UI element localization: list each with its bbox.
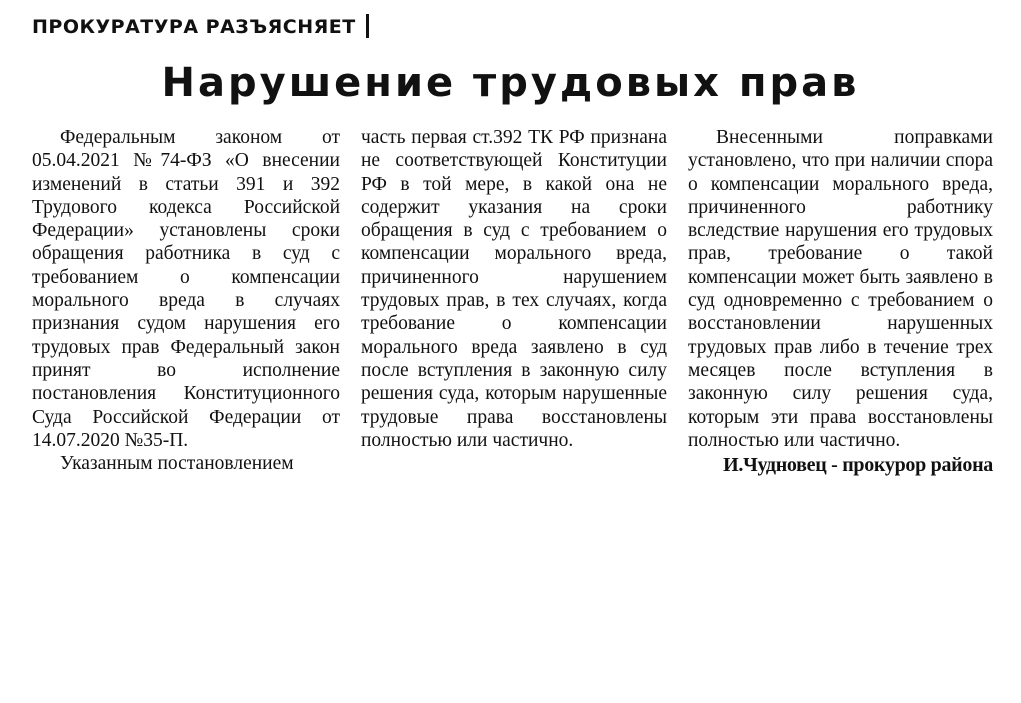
article-column-1 [32, 126, 340, 475]
rubric-divider [366, 14, 369, 38]
article-paragraph-2-start: Указанным постановлением [60, 453, 294, 475]
section-rubric [32, 13, 369, 41]
rubric-label: ПРОКУРАТУРА РАЗЪЯСНЯЕТ [32, 16, 356, 38]
article-paragraph-2-continued: часть первая ст.392 ТК РФ признана не соответствующей Конституции РФ в той мере, в какой она не содержит указания на сроки обращения в суд с требованием о компенсации морального вреда, причиненного нарушением трудовых прав, в тех случаях, когда требование о компенсации морального вреда заявлено в суд после вступления в законную силу решения суда, которым нарушенные трудовые права восстановлены полностью или частично. [361, 127, 667, 451]
article-column-2 [361, 126, 667, 452]
article-paragraph-3: Внесенными поправками установлено, что при наличии спора о компенсации морального вреда, причиненного работнику вследствие нарушения его трудовых прав, требование о такой компенсации может быть заявлено в суд одновременно с требованием о восстановлении нарушенных трудовых прав либо в течение трех месяцев после вступления в законную силу решения суда, которым эти права восстановлены полностью или частично. [688, 127, 993, 451]
author-signature: И.Чудновец - прокурор района [723, 454, 993, 477]
article-paragraph-1: Федеральным законом от 05.04.2021 №74-ФЗ «О внесении изменений в статьи 391 и 392 Трудового кодекса Российской Федерации» установлены сроки обращения работника в суд с требованием о компенсации морального вреда в случаях признания судом нарушения его трудовых прав Федеральный закон принят во исполнение постановления Конституционного Суда Российской Федерации от 14.07.2020 №35-П. [32, 127, 340, 451]
article-headline: Нарушение трудовых прав [161, 60, 860, 106]
article-column-3 [688, 126, 993, 477]
